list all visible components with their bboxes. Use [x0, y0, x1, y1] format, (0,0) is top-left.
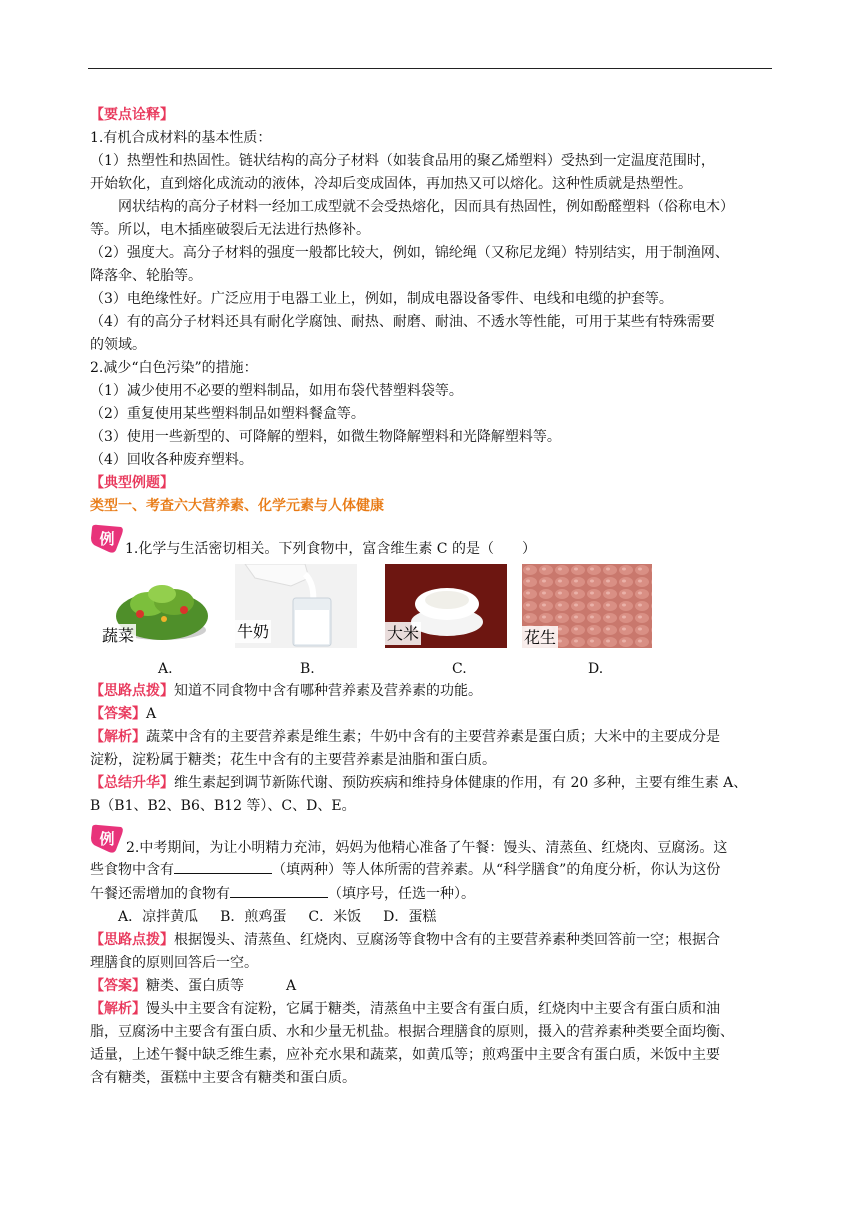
- answer-tag: 【答案】: [90, 706, 146, 722]
- option-c: C.: [452, 661, 467, 677]
- hint-text: 知道不同食物中含有哪种营养素及营养素的功能。: [174, 683, 482, 699]
- choice-b: B．煎鸡蛋: [220, 909, 287, 925]
- text-line: 适量，上述午餐中缺乏维生素，应补充水果和蔬菜，如黄瓜等；煎鸡蛋中主要含有蛋白质，米饭中主要: [90, 1047, 720, 1063]
- choice-d: D．蛋糕: [383, 909, 437, 925]
- section-header-examples: 【典型例题】: [90, 475, 174, 491]
- text-line: 淀粉，淀粉属于糖类；花生中含有的主要营养素是油脂和蛋白质。: [90, 752, 496, 768]
- example-2-analysis: [90, 998, 774, 1021]
- example-2-question-line: [90, 882, 774, 906]
- vegetable-salad-image: [100, 564, 222, 648]
- question-text: （填两种）等人体所需的营养素。从“科学膳食”的角度分析，你认为这份: [272, 862, 721, 878]
- example-badge-icon: [90, 824, 124, 854]
- example-1-analysis: [90, 726, 774, 749]
- text-line: （3）使用一些新型的、可降解的塑料，如微生物降解塑料和光降解塑料等。: [90, 429, 561, 445]
- text-line: B（B1、B2、B6、B12 等）、C、D、E。: [90, 798, 356, 814]
- text-line: 的领域。: [90, 337, 146, 353]
- text-line: 网状结构的高分子材料一经加工成型就不会受热熔化，因而具有热固性，例如酚醛塑料（俗称电木）: [118, 199, 734, 215]
- answer-blank-2[interactable]: [230, 882, 328, 898]
- option-d: D.: [588, 661, 604, 677]
- example-1-summary: [90, 772, 774, 795]
- option-a: A.: [158, 661, 173, 677]
- answer-blank-1[interactable]: [174, 858, 272, 874]
- text-line: （4）回收各种废弃塑料。: [90, 452, 253, 468]
- text-line: 等。所以，电木插座破裂后无法进行热修补。: [90, 222, 370, 238]
- option-b: B.: [300, 661, 315, 677]
- hint-tag: 【思路点拨】: [90, 932, 174, 948]
- example-badge-icon: [90, 524, 124, 554]
- question-text: 些食物中含有: [90, 862, 174, 878]
- document-body: [90, 104, 774, 1090]
- summary-text: 维生素起到调节新陈代谢、预防疾病和维持身体健康的作用，有 20 多种，主要有维生素 A、: [174, 775, 748, 791]
- text-line: （1）热塑性和热固性。链状结构的高分子材料（如装食品用的聚乙烯塑料）受热到一定温度范围时，: [90, 153, 715, 169]
- food-label: 花生: [524, 628, 557, 647]
- text-line: （2）重复使用某些塑料制品如塑料餐盒等。: [90, 406, 365, 422]
- section-header-key-points: 【要点诠释】: [90, 107, 174, 123]
- text-line: （3）电绝缘性好。广泛应用于电器工业上，例如，制成电器设备零件、电线和电缆的护套等。: [90, 291, 673, 307]
- example-1-options: [90, 658, 774, 680]
- text-line: 降落伞、轮胎等。: [90, 268, 202, 284]
- text-line: 2.减少“白色污染”的措施：: [90, 360, 258, 376]
- summary-tag: 【总结升华】: [90, 775, 174, 791]
- question-text: 午餐还需增加的食物有: [90, 886, 230, 902]
- type-heading: 类型一、考查六大营养素、化学元素与人体健康: [90, 498, 384, 514]
- example-1-question-text: 1.化学与生活密切相关。下列食物中，富含维生素 C 的是（ ）: [125, 541, 536, 557]
- text-line: 脂，豆腐汤中主要含有蛋白质、水和少量无机盐。根据合理膳食的原则，摄入的营养素种类要全面均衡、: [90, 1024, 734, 1040]
- header-rule: [88, 68, 772, 69]
- example-2-choices: [90, 906, 774, 929]
- analysis-text: 馒头中主要含有淀粉，它属于糖类，清蒸鱼中主要含有蛋白质，红烧肉中主要含有蛋白质和油: [146, 1001, 720, 1017]
- example-2-hint: [90, 929, 774, 952]
- hint-text: 根据馒头、清蒸鱼、红烧肉、豆腐汤等食物中含有的主要营养素种类回答前一空；根据合: [174, 932, 720, 948]
- rice-image: [385, 564, 507, 648]
- text-line: （4）有的高分子材料还具有耐化学腐蚀、耐热、耐磨、耐油、不透水等性能，可用于某些有特殊需要: [90, 314, 715, 330]
- example-2-answer: [90, 975, 774, 998]
- example-2-question-text: 2.中考期间，为让小明精力充沛，妈妈为他精心准备了午餐：馒头、清蒸鱼、红烧肉、豆腐汤。这: [126, 840, 728, 856]
- choice-c: C．米饭: [308, 909, 362, 925]
- food-label: 牛奶: [237, 622, 270, 641]
- question-text: （填序号，任选一种）。: [328, 886, 475, 902]
- example-badge-label: 例: [99, 830, 115, 848]
- analysis-tag: 【解析】: [90, 729, 146, 745]
- food-images: [90, 564, 774, 658]
- milk-image: [235, 564, 357, 648]
- example-1-answer: [90, 703, 774, 726]
- text-line: （2）强度大。高分子材料的强度一般都比较大，例如，锦纶绳（又称尼龙绳）特别结实，用于制渔网、: [90, 245, 729, 261]
- choice-a: A．凉拌黄瓜: [118, 909, 199, 925]
- text-line: （1）减少使用不必要的塑料制品，如用布袋代替塑料袋等。: [90, 383, 463, 399]
- food-label: 蔬菜: [102, 626, 135, 645]
- example-1-hint: [90, 680, 774, 703]
- text-line: 理膳食的原则回答后一空。: [90, 955, 258, 971]
- example-2-question: [90, 818, 774, 858]
- analysis-tag: 【解析】: [90, 1001, 146, 1017]
- peanuts-image: [522, 564, 652, 648]
- text-line: 1.有机合成材料的基本性质：: [90, 130, 272, 146]
- answer-text: A: [146, 706, 157, 722]
- food-label: 大米: [387, 624, 420, 643]
- example-2-question-line: [90, 858, 774, 882]
- text-line: 含有糖类，蛋糕中主要含有糖类和蛋白质。: [90, 1070, 356, 1086]
- example-1-question: [90, 518, 774, 558]
- hint-tag: 【思路点拨】: [90, 683, 174, 699]
- answer-text: 糖类、蛋白质等 A: [146, 978, 297, 994]
- text-line: 开始软化，直到熔化成流动的液体，冷却后变成固体，再加热又可以熔化。这种性质就是热塑性。: [90, 176, 692, 192]
- answer-tag: 【答案】: [90, 978, 146, 994]
- analysis-text: 蔬菜中含有的主要营养素是维生素；牛奶中含有的主要营养素是蛋白质；大米中的主要成分是: [146, 729, 720, 745]
- example-badge-label: 例: [99, 530, 115, 548]
